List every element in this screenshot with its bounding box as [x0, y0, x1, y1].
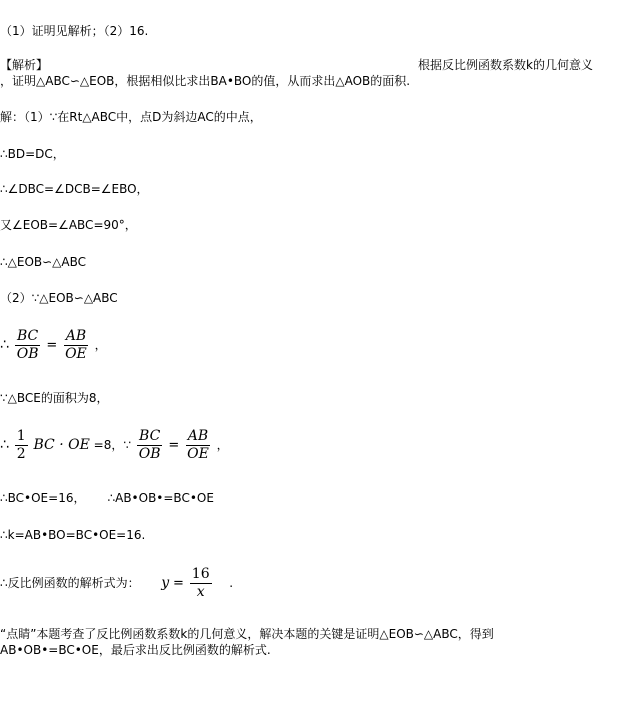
ratio-equation: ∴ $\frac{BC}{OB}$ = $\frac{AB}{OE}$ ，	[0, 328, 107, 362]
solution-line-5: ∴△EOB∽△ABC	[0, 255, 87, 269]
solution-line-11: ∴k=AB•BO=BC•OE=16.	[0, 528, 146, 542]
solution-line-10: ∴BC•OE=16， ∴AB•OB•=BC•OE	[0, 491, 214, 505]
fraction-bc-ob-2: $\frac{BC}{OB}$	[138, 428, 161, 462]
function-expression: ∴反比例函数的解析式为： y = $\frac{16}{x}$ .	[0, 566, 234, 600]
comment-line-1: “点睛”本题考查了反比例函数系数k的几何意义，解决本题的关键是证明△EOB∽△ABC，得到	[0, 627, 494, 641]
answer-summary: （1）证明见解析；（2）16.	[0, 24, 149, 38]
fraction-16-x: $\frac{16}{x}$	[191, 566, 210, 600]
solution-line-4: 又∠EOB=∠ABC=90°，	[0, 218, 137, 232]
comment-line-2: AB•OB•=BC•OE，最后求出反比例函数的解析式.	[0, 643, 271, 657]
solution-line-8: ∵△BCE的面积为8，	[0, 391, 109, 405]
analysis-line-2: ，证明△ABC∽△EOB，根据相似比求出BA•BO的值，从而求出△AOB的面积.	[0, 74, 411, 88]
solution-line-6: （2）∵△EOB∽△ABC	[0, 291, 118, 305]
analysis-hint: 根据反比例函数系数k的几何意义	[418, 58, 593, 72]
analysis-title: 【解析】	[0, 58, 49, 72]
solution-line-3: ∴∠DBC=∠DCB=∠EBO，	[0, 182, 149, 196]
solution-line-1: 解：（1）∵在Rt△ABC中，点D为斜边AC的中点，	[0, 110, 262, 124]
therefore-symbol: ∴	[0, 337, 9, 353]
fraction-one-half: $\frac{1}{2}$	[16, 428, 26, 462]
solution-line-2: ∴BD=DC，	[0, 147, 65, 161]
fraction-ab-oe-2: $\frac{AB}{OE}$	[187, 428, 209, 462]
fraction-ab-oe: $\frac{AB}{OE}$	[65, 328, 87, 362]
area-equation: ∴ $\frac{1}{2}$ BC · OE =8，∵ $\frac{BC}{OB}$ = $\frac{AB}{OE}$ ，	[0, 428, 229, 462]
fraction-bc-ob: $\frac{BC}{OB}$	[16, 328, 39, 362]
